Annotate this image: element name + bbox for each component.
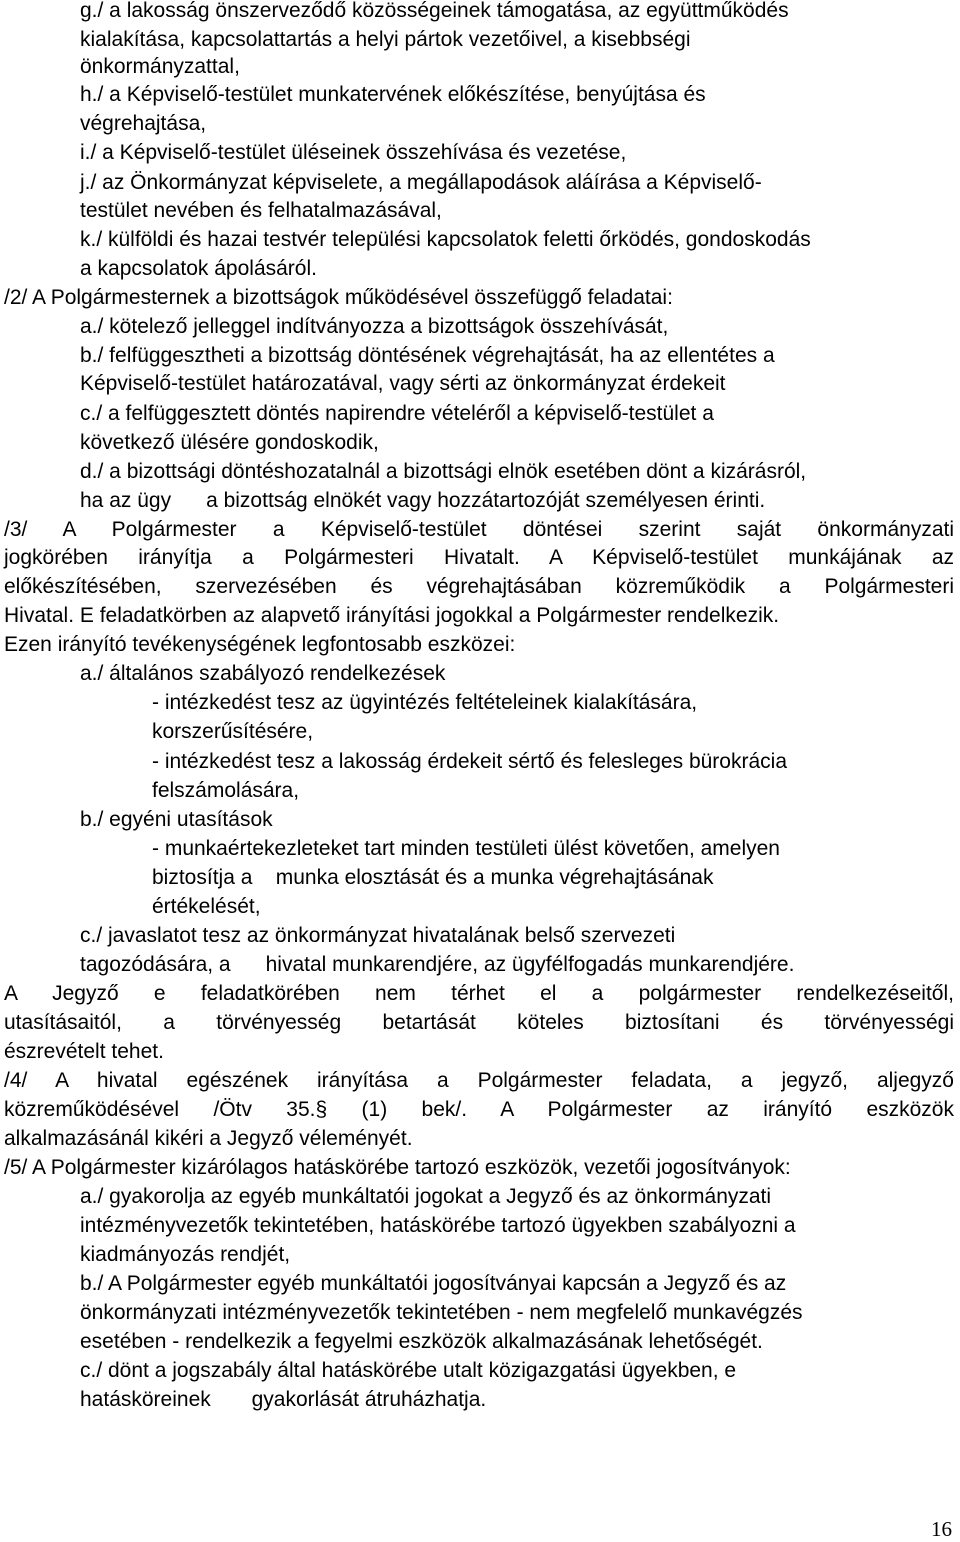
text-line: önkormányzattal, <box>80 55 240 78</box>
text-line: d./ a bizottsági döntéshozatalnál a bizottsági elnök esetében dönt a kizárásról, <box>80 460 807 483</box>
section-heading: /5/ A Polgármester kizárólagos hatáskörébe tartozó eszközök, vezetői jogosítványok: <box>4 1156 791 1179</box>
text-line: észrevételt tehet. <box>4 1040 164 1063</box>
text-line: előkészítésében, szervezésében és végrehajtásában közreműködik a Polgármesteri <box>4 575 954 598</box>
text-line: értékelését, <box>152 895 261 918</box>
text-line: kialakítása, kapcsolattartás a helyi pártok vezetőivel, a kisebbségi <box>80 28 691 51</box>
text-line: j./ az Önkormányzat képviselete, a megállapodások aláírása a Képviselő- <box>80 171 762 194</box>
text-line: - munkaértekezleteket tart minden testületi ülést követően, amelyen <box>152 837 780 860</box>
text-line: intézményvezetők tekintetében, hatáskörébe tartozó ügyekben szabályozni a <box>80 1214 796 1237</box>
text-line: Ezen irányító tevékenységének legfontosabb eszközei: <box>4 633 516 656</box>
text-line: Hivatal. E feladatkörben az alapvető irányítási jogokkal a Polgármester rendelkezik. <box>4 604 780 627</box>
text-line: végrehajtása, <box>80 112 207 135</box>
section-heading: /2/ A Polgármesternek a bizottságok működésével összefüggő feladatai: <box>4 286 673 309</box>
text-line: közreműködésével /Ötv 35.§ (1) bek/. A Polgármester az irányító eszközök <box>4 1098 954 1121</box>
text-line: - intézkedést tesz az ügyintézés feltételeinek kialakítására, <box>152 691 698 714</box>
text-line: hatásköreinek gyakorlását átruházhatja. <box>80 1388 487 1411</box>
text-line: korszerűsítésére, <box>152 720 314 743</box>
text-line: jogkörében irányítja a Polgármesteri Hivatalt. A Képviselő-testület munkájának az <box>4 546 954 569</box>
text-line: h./ a Képviselő-testület munkatervének előkészítése, benyújtása és <box>80 83 706 106</box>
text-line: a./ gyakorolja az egyéb munkáltatói jogokat a Jegyző és az önkormányzati <box>80 1185 772 1208</box>
text-line: utasításaitól, a törvényesség betartását köteles biztosítani és törvényességi <box>4 1011 954 1034</box>
text-line: g./ a lakosság önszerveződő közösségeinek támogatása, az együttműködés <box>80 0 789 22</box>
text-line: A Jegyző e feladatkörében nem térhet el a polgármester rendelkezéseitől, <box>4 982 954 1005</box>
text-line: a./ általános szabályozó rendelkezések <box>80 662 446 685</box>
text-line: testület nevében és felhatalmazásával, <box>80 199 442 222</box>
text-line: biztosítja a munka elosztását és a munka végrehajtásának <box>152 866 714 889</box>
section-heading: /3/ A Polgármester a Képviselő-testület döntései szerint saját önkormányzati <box>4 518 954 541</box>
text-line: b./ felfüggesztheti a bizottság döntésének végrehajtását, ha az ellentétes a <box>80 344 775 367</box>
text-line: önkormányzati intézményvezetők tekintetében - nem megfelelő munkavégzés <box>80 1301 803 1324</box>
text-line: a kapcsolatok ápolásáról. <box>80 257 317 280</box>
text-line: következő ülésére gondoskodik, <box>80 431 379 454</box>
text-line: ha az ügy a bizottság elnökét vagy hozzátartozóját személyesen érinti. <box>80 489 766 512</box>
text-line: - intézkedést tesz a lakosság érdekeit sértő és felesleges bürokrácia <box>152 750 787 773</box>
text-line: k./ külföldi és hazai testvér települési kapcsolatok feletti őrködés, gondoskodás <box>80 228 811 251</box>
text-line: c./ dönt a jogszabály által hatáskörébe utalt közigazgatási ügyekben, e <box>80 1359 737 1382</box>
text-line: i./ a Képviselő-testület üléseinek összehívása és vezetése, <box>80 141 627 164</box>
section-heading: /4/ A hivatal egészének irányítása a Polgármester feladata, a jegyző, aljegyző <box>4 1069 954 1092</box>
text-line: esetében - rendelkezik a fegyelmi eszközök alkalmazásának lehetőségét. <box>80 1330 763 1353</box>
text-line: alkalmazásánál kikéri a Jegyző véleményét. <box>4 1127 413 1150</box>
text-line: b./ egyéni utasítások <box>80 808 273 831</box>
text-line: a./ kötelező jelleggel indítványozza a bizottságok összehívását, <box>80 315 669 338</box>
text-line: kiadmányozás rendjét, <box>80 1243 291 1266</box>
text-line: b./ A Polgármester egyéb munkáltatói jogosítványai kapcsán a Jegyző és az <box>80 1272 787 1295</box>
text-line: tagozódására, a hivatal munkarendjére, az ügyfélfogadás munkarendjére. <box>80 953 795 976</box>
text-line: felszámolására, <box>152 779 300 802</box>
text-line: Képviselő-testület határozatával, vagy sérti az önkormányzat érdekeit <box>80 372 726 395</box>
page-number: 16 <box>931 1517 952 1541</box>
text-line: c./ javaslatot tesz az önkormányzat hivatalának belső szervezeti <box>80 924 676 947</box>
text-line: c./ a felfüggesztett döntés napirendre vételéről a képviselő-testület a <box>80 402 714 425</box>
